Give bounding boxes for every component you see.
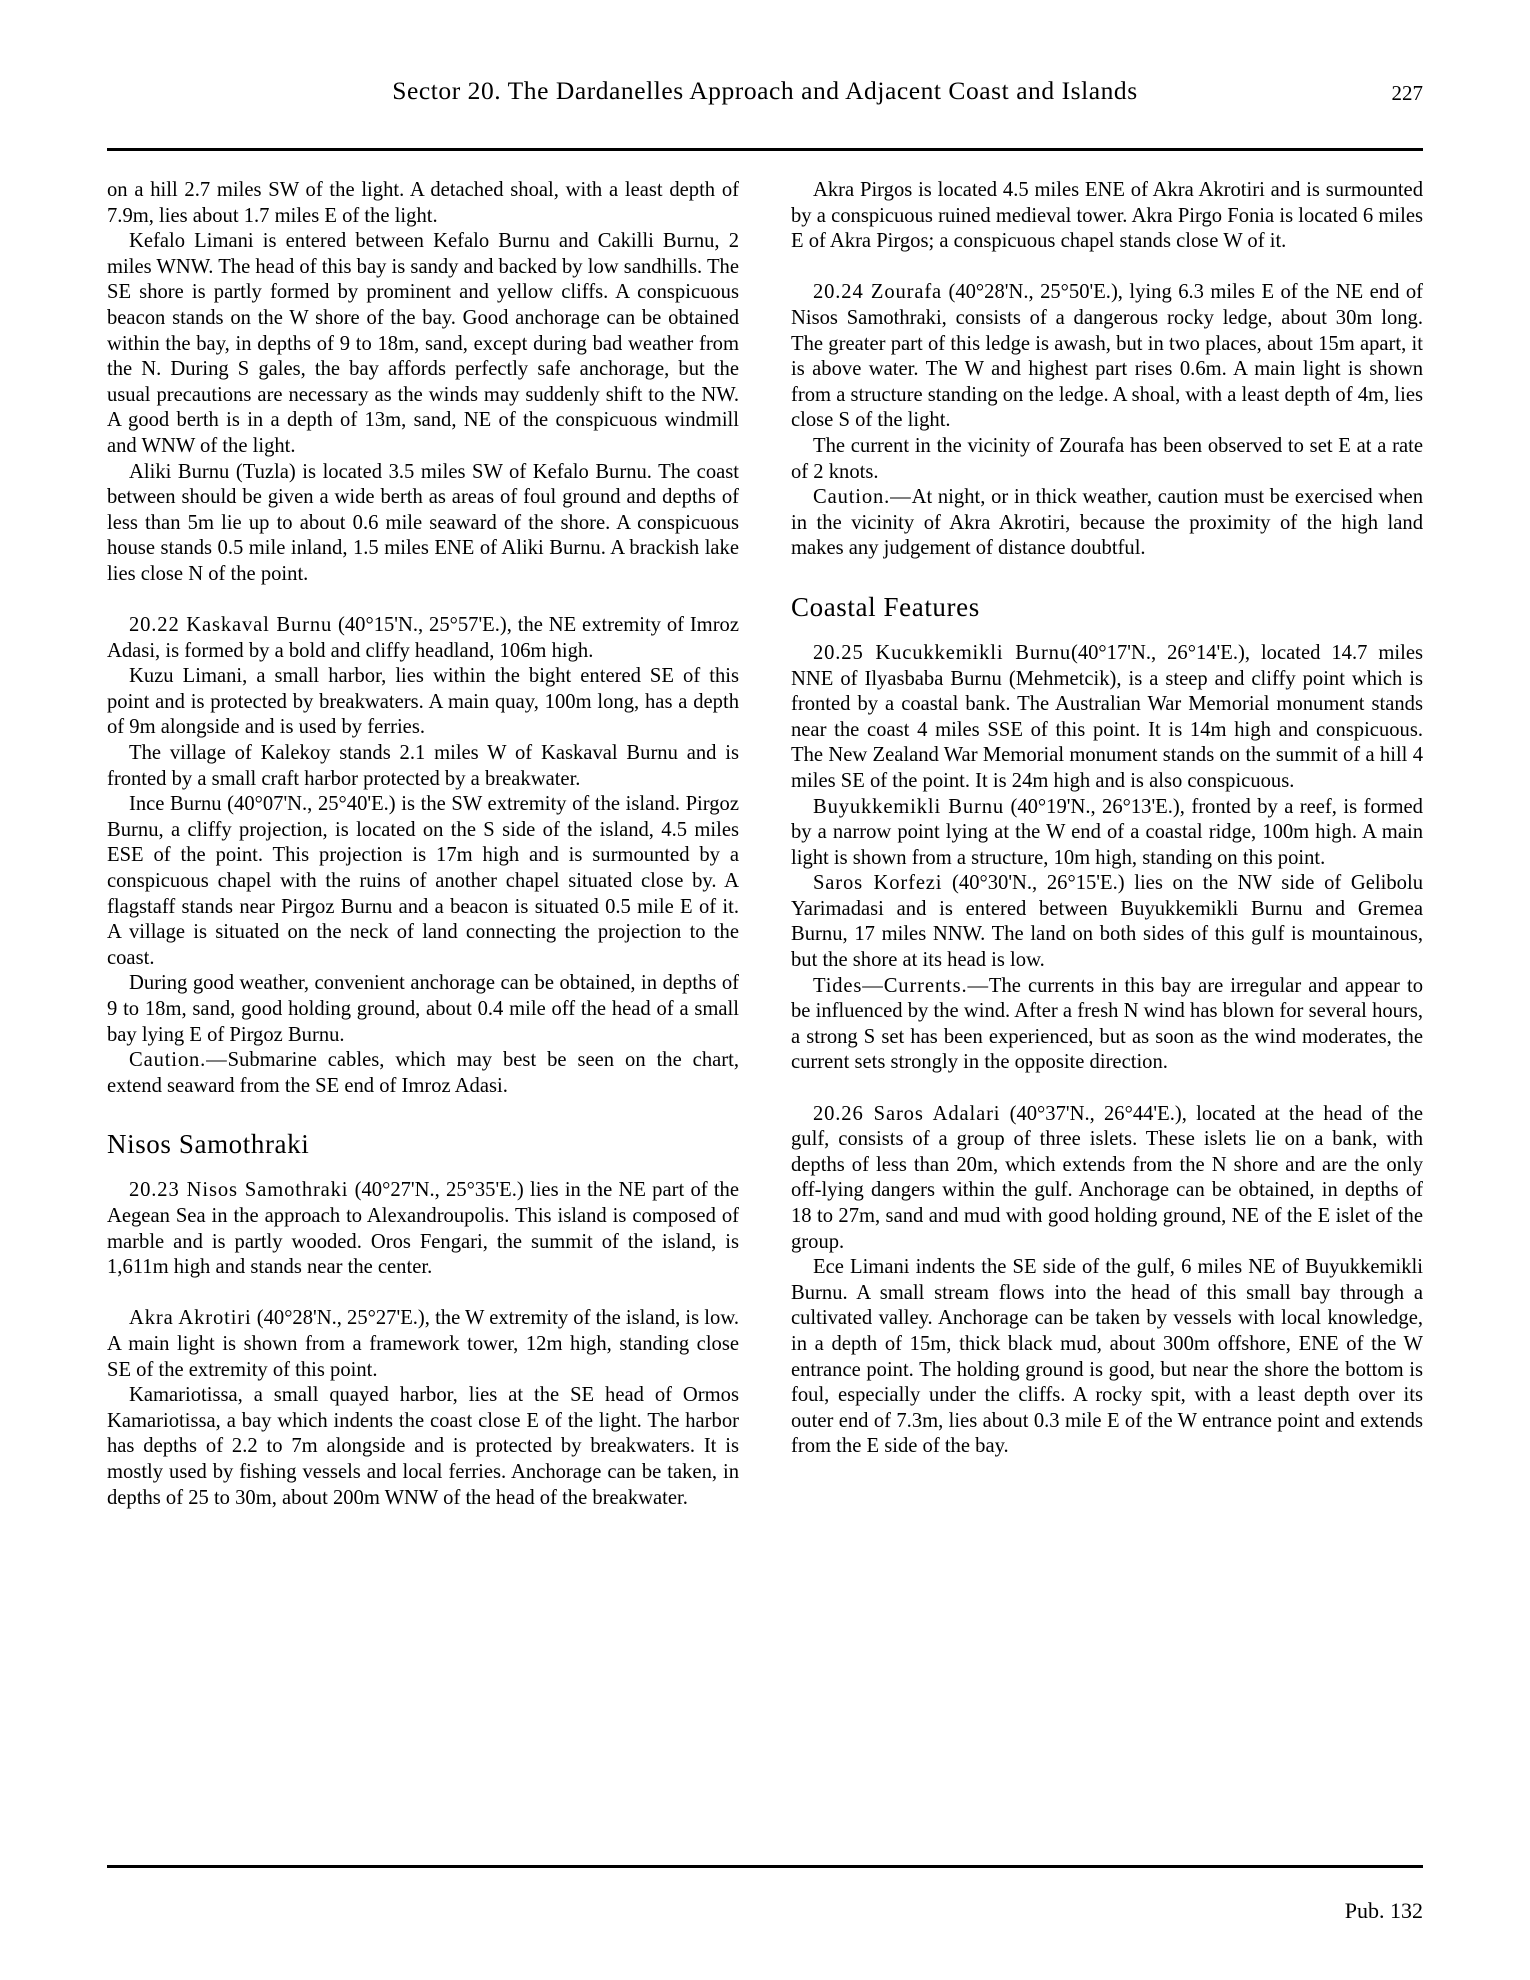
paragraph-text: Kamariotissa, a small quayed harbor, lies at the SE head of Ormos Kamariotissa, a bay which indents the coast close E of the light. The harbor has depths of 2.2 to 7m alongside and is protected by breakwaters. It is mostly used by fishing vessels and local ferries. Anchorage can be taken, in depths of 25 to 30m, about 200m WNW of the head of the breakwater. [107,1384,739,1509]
paragraph-lead-in: 20.22 Kaskaval Burnu [129,614,333,637]
paragraph-text: (40°28'N., 25°50'E.), lying 6.3 miles E of the NE end of Nisos Samothraki, consists of a dangerous rocky ledge, about 30m long. The greater part of this ledge is awash, but in two places, about 15m apart, it is above water. The W and highest part rises 0.6m. A main light is shown from a structure standing on the ledge. A shoal, with a least depth of 4m, lies close S of the light. [791,281,1423,432]
paragraph-text: (40°15'N., 25°57'E.), the NE extremity of Imroz Adasi, is formed by a bold and cliffy headland, 106m high. [107,614,739,662]
paragraph-lead-in: 20.24 Zourafa [813,281,943,304]
body-paragraph [107,664,739,741]
header-rule [107,148,1423,151]
body-paragraph [791,974,1423,1076]
body-paragraph [107,1306,739,1383]
page-number: 227 [1391,81,1423,105]
paragraph-lead-in: Caution.— [813,486,912,509]
paragraph-lead-in: Saros Korfezi [813,872,943,895]
paragraph-text: (40°28'N., 25°27'E.), the W extremity of the island, is low. A main light is shown from a framework tower, 12m high, standing close SE of the extremity of this point. [107,1307,740,1381]
page-title: Sector 20. The Dardanelles Approach and Adjacent Coast and Islands [392,76,1138,105]
paragraph-text: (40°27'N., 25°35'E.) lies in the NE part of the Aegean Sea in the approach to Alexandroupolis. This island is composed of marble and is partly wooded. Oros Fengari, the summit of the island, is 1,611m high and stands near the center. [107,1179,739,1279]
paragraph-text: Kuzu Limani, a small harbor, lies within the bight entered SE of this point and is protected by breakwaters. A main quay, 100m long, has a depth of 9m alongside and is used by ferries. [107,665,739,739]
paragraph-text: Ece Limani indents the SE side of the gulf, 6 miles NE of Buyukkemikli Burnu. A small stream flows into the head of this small bay through a cultivated valley. Anchorage can be taken by vessels with local knowledge, in a depth of 15m, thick black mud, about 300m offshore, ENE of the W entrance point. The holding ground is good, but near the shore the bottom is foul, especially under the cliffs. A rocky spit, with a least depth over its outer end of 7.3m, lies about 0.3 mile E of the W entrance point and extends from the E side of the bay. [791,1256,1423,1458]
section-heading-coastal-features: Coastal Features [791,591,980,622]
body-paragraph [791,795,1423,872]
footer-publication: Pub. 132 [1344,1898,1423,1923]
paragraph-text: (40°37'N., 26°44'E.), located at the head of the gulf, consists of a group of three islets. These islets lie on a bank, with depths of less than 20m, which extends from the N shore and are the only off-lying dangers within the gulf. Anchorage can be obtained, in depths of 18 to 27m, sand and mud with good holding ground, NE of the E islet of the group. [791,1102,1423,1253]
body-paragraph [107,792,739,971]
paragraph-text: During good weather, convenient anchorage can be obtained, in depths of 9 to 18m, sand, good holding ground, about 0.4 mile off the head of a small bay lying E of Pirgoz Burnu. [107,972,739,1046]
paragraph-lead-in: 20.26 Saros Adalari [813,1102,1001,1125]
paragraph-lead-in: Buyukkemikli Burnu [813,795,1005,818]
paragraph-lead-in: Tides—Currents.— [813,974,989,997]
paragraph-text: Aliki Burnu (Tuzla) is located 3.5 miles SW of Kefalo Burnu. The coast between should be given a wide berth as areas of foul ground and depths of less than 5m lie up to about 0.6 mile seaward of the shore. A conspicuous house stands 0.5 mile inland, 1.5 miles ENE of Aliki Burnu. A brackish lake lies close N of the point. [107,460,739,585]
paragraph-text: The current in the vicinity of Zourafa has been observed to set E at a rate of 2 knots. [791,434,1423,483]
body-paragraph [791,280,1423,434]
paragraph-text: (40°17'N., 26°14'E.), located 14.7 miles NNE of Ilyasbaba Burnu (Mehmetcik), is a steep and cliffy point which is fronted by a coastal bank. The Australian War Memorial monument stands near the coast 4 miles SSE of this point. It is 14m high and conspicuous. The New Zealand War Memorial monument stands on the summit of a hill 4 miles SE of the point. It is 24m high and is also conspicuous. [791,641,1423,792]
body-paragraph [791,485,1423,562]
body-paragraph [107,1048,739,1099]
paragraph-lead-in: Caution.— [129,1049,228,1072]
two-column-body [107,178,1423,1818]
body-paragraph [791,434,1423,485]
body-paragraph [791,871,1423,973]
paragraph-text: Submarine cables, which may best be seen on the chart, extend seaward from the SE end of Imroz Adasi. [107,1049,739,1097]
paragraph-text: Akra Pirgos is located 4.5 miles ENE of Akra Akrotiri and is surmounted by a conspicuous ruined medieval tower. Akra Pirgo Fonia is located 6 miles E of Akra Pirgos; a conspicuous chapel stands close W of it. [791,179,1423,253]
running-head [107,78,1423,120]
body-paragraph [791,178,1423,255]
paragraph-text: (40°30'N., 26°15'E.) lies on the NW side of Gelibolu Yarimadasi and is entered between Buyukkemikli Burnu and Gremea Burnu, 17 miles NNW. The land on both sides of this gulf is mountainous, but the shore at its head is low. [791,872,1423,972]
paragraph-text: on a hill 2.7 miles SW of the light. A detached shoal, with a least depth of 7.9m, lies about 1.7 miles E of the light. [107,179,739,227]
right-column [791,178,1423,1818]
paragraph-text: Kefalo Limani is entered between Kefalo Burnu and Cakilli Burnu, 2 miles WNW. The head of this bay is sandy and backed by low sandhills. The SE shore is partly formed by prominent and yellow cliffs. A conspicuous beacon stands on the W shore of the bay. Good anchorage can be obtained within the bay, in depths of 9 to 18m, sand, except during bad weather from the N. During S gales, the bay affords perfectly safe anchorage, but the usual precautions are necessary as the winds may suddenly shift to the NW. A good berth is in a depth of 13m, sand, NE of the conspicuous windmill and WNW of the light. [107,230,739,457]
body-paragraph [791,1255,1423,1460]
body-paragraph [791,1102,1423,1256]
paragraph-text: At night, or in thick weather, caution must be exercised when in the vicinity of Akra Akrotiri, because the proximity of the high land makes any judgement of distance doubtful. [791,486,1423,560]
body-paragraph [107,1178,739,1280]
body-paragraph [107,460,739,588]
paragraph-text: Ince Burnu (40°07'N., 25°40'E.) is the SW extremity of the island. Pirgoz Burnu, a cliffy projection, is located on the S side of the island, 4.5 miles ESE of the point. This projection is 17m high and is surmounted by a conspicuous chapel with the ruins of another chapel situated close by. A flagstaff stands near Pirgoz Burnu and a beacon is situated 0.5 mile E of it. A village is situated on the neck of land connecting the projection to the coast. [107,793,739,969]
body-paragraph [107,613,739,664]
paragraph-text: The currents in this bay are irregular and appear to be influenced by the wind. After a fresh N wind has blown for several hours, a strong S set has been experienced, but as soon as the wind moderates, the current sets strongly in the opposite direction. [791,974,1423,1074]
body-paragraph [107,971,739,1048]
body-paragraph [107,178,739,229]
body-paragraph [107,229,739,459]
body-paragraph [107,741,739,792]
body-paragraph [791,641,1423,795]
paragraph-lead-in: 20.23 Nisos Samothraki [129,1179,349,1202]
footer-rule [107,1865,1423,1868]
paragraph-text: The village of Kalekoy stands 2.1 miles W of Kaskaval Burnu and is fronted by a small craft harbor protected by a breakwater. [107,742,739,790]
paragraph-lead-in: 20.25 Kucukkemikli Burnu [813,641,1071,664]
paragraph-text: (40°19'N., 26°13'E.), fronted by a reef, is formed by a narrow point lying at the W end of a coastal ridge, 100m high. A main light is shown from a structure, 10m high, standing on this point. [791,795,1423,869]
left-column [107,178,739,1818]
body-paragraph [107,1383,739,1511]
paragraph-lead-in: Akra Akrotiri [129,1307,252,1330]
section-heading-nisos-samothraki: Nisos Samothraki [107,1129,310,1160]
